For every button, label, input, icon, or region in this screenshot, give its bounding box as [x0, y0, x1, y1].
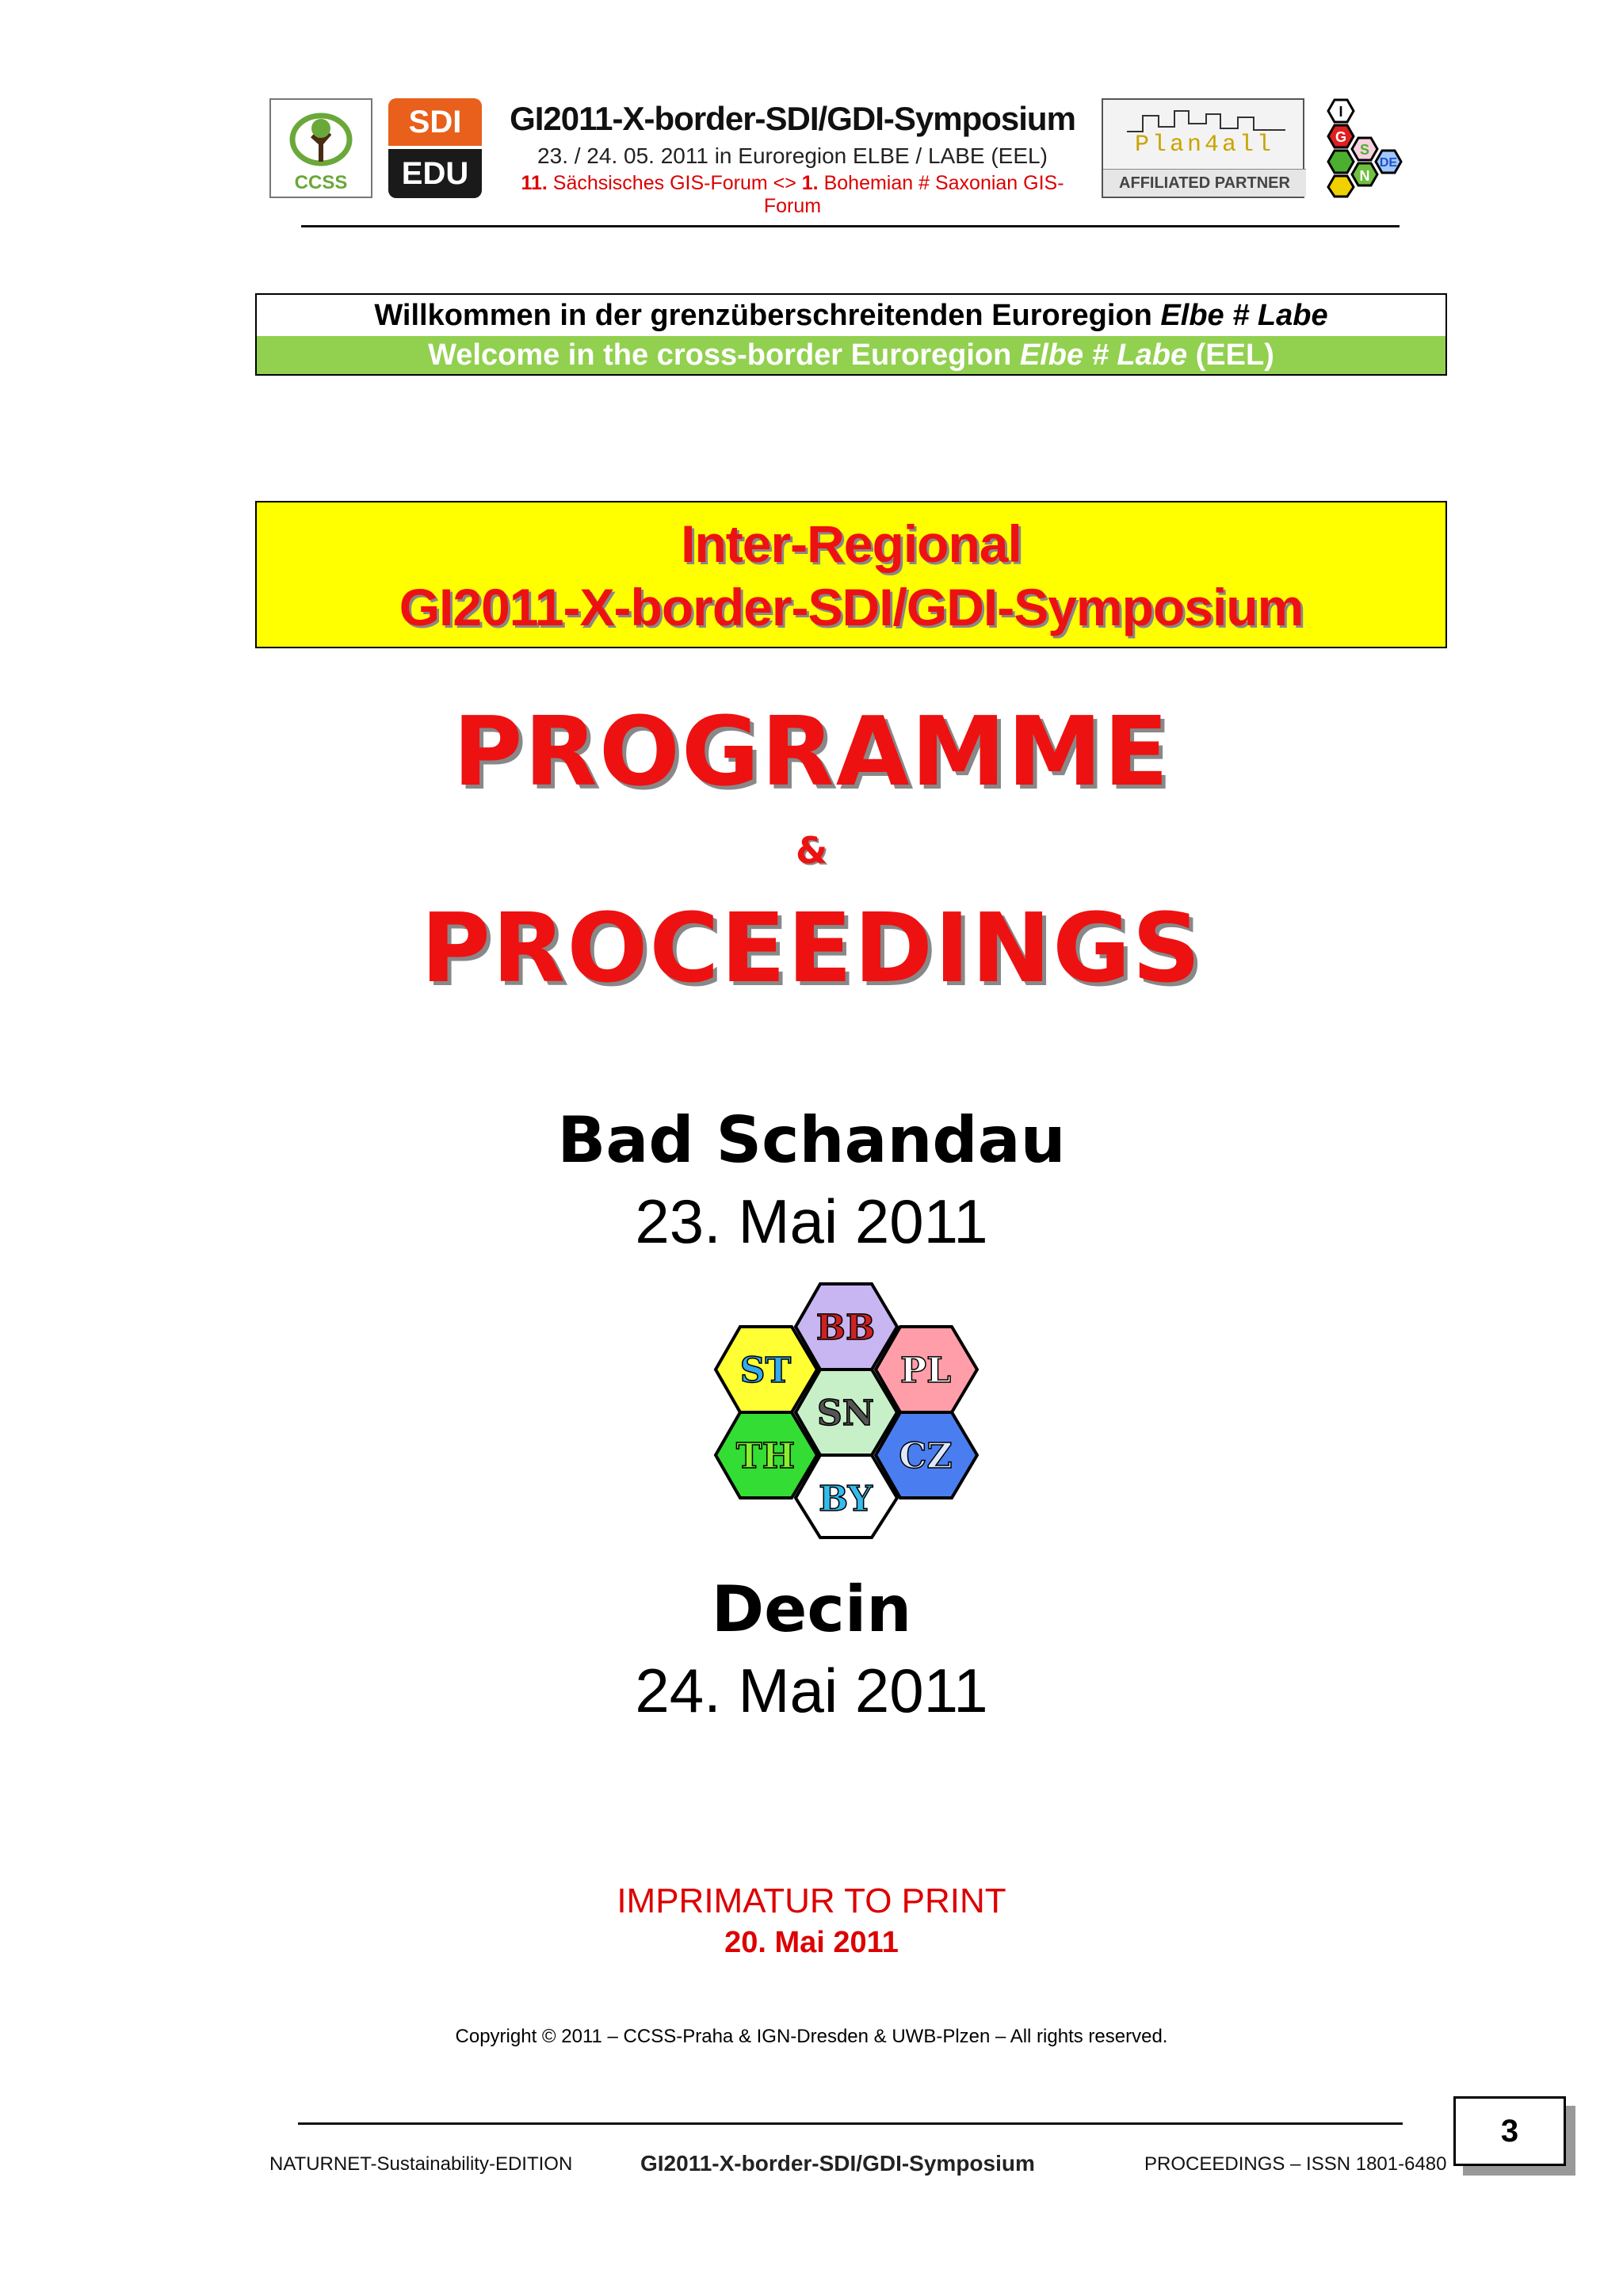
sdi-logo-bottom: EDU: [388, 149, 482, 198]
welcome-german-region: Elbe # Labe: [1160, 299, 1328, 332]
plan4all-text: Plan4all: [1134, 132, 1275, 159]
header-forum-line: [507, 172, 1078, 218]
affiliated-partner-label: AFFILIATED PARTNER: [1103, 169, 1306, 197]
forum-number-2: 1.: [801, 172, 819, 194]
symposium-line-2: GI2011-X-border-SDI/GDI-Symposium: [399, 578, 1304, 636]
ccss-logo: [269, 98, 372, 198]
regions-hexagon-icon: [713, 1279, 983, 1541]
page-number: 3: [1453, 2096, 1566, 2166]
footer-center: GI2011-X-border-SDI/GDI-Symposium: [640, 2151, 1035, 2176]
header-rule: [301, 225, 1400, 227]
header-subtitle: 23. / 24. 05. 2011 in Euroregion ELBE / LABE (EEL): [537, 143, 1048, 168]
forum-number-1: 11.: [521, 172, 548, 194]
day2-place: Decin: [711, 1572, 912, 1646]
imprimatur-date: 20. Mai 2011: [724, 1926, 899, 1959]
ign-logo: [1316, 98, 1419, 198]
plan4all-logo: [1102, 98, 1304, 198]
forum-text-1: Sächsisches GIS-Forum <>: [547, 172, 802, 194]
ign-hexagon-icon: [1316, 98, 1419, 198]
welcome-german: [257, 295, 1445, 336]
region-pl: PL: [899, 1350, 952, 1391]
symposium-box: [255, 501, 1447, 648]
ccss-logo-text: CCSS: [294, 172, 348, 193]
region-th: TH: [735, 1436, 796, 1477]
regions-hexagon-logo: [713, 1279, 983, 1541]
welcome-box: [255, 293, 1447, 376]
symposium-line-1: Inter-Regional: [681, 514, 1022, 573]
programme-heading: PROGRAMME: [453, 697, 1170, 808]
region-bb: BB: [815, 1308, 876, 1348]
imprimatur-label: IMPRIMATUR TO PRINT: [617, 1881, 1006, 1920]
day1-place: Bad Schandau: [557, 1103, 1066, 1177]
welcome-english-region: Elbe # Labe: [1019, 338, 1188, 372]
skyline-icon: [1127, 106, 1285, 135]
day1-date: 23. Mai 2011: [635, 1186, 988, 1256]
day2-date: 24. Mai 2011: [635, 1656, 988, 1725]
welcome-english-text: Welcome in the cross-border Euroregion: [428, 338, 1020, 372]
footer-rule: [298, 2122, 1403, 2125]
region-sn: SN: [817, 1393, 874, 1434]
ign-letter-i: I: [1338, 104, 1343, 120]
footer-right: PROCEEDINGS – ISSN 1801-6480: [1144, 2153, 1447, 2175]
sdi-edu-logo: [388, 98, 482, 198]
region-cz: CZ: [899, 1436, 953, 1477]
ign-letter-n: N: [1359, 168, 1370, 184]
region-st: ST: [739, 1350, 792, 1391]
ccss-tree-icon: [271, 100, 371, 197]
ampersand: &: [795, 829, 828, 872]
welcome-german-text: Willkommen in der grenzüberschreitenden Euroregion: [374, 299, 1161, 332]
ign-letter-de: DE: [1379, 156, 1398, 170]
welcome-english-suffix: (EEL): [1187, 338, 1274, 372]
proceedings-heading: PROCEEDINGS: [421, 894, 1202, 1004]
ign-letter-s: S: [1359, 142, 1370, 158]
copyright-notice: Copyright © 2011 – CCSS-Praha & IGN-Dresden & UWB-Plzen – All rights reserved.: [455, 2026, 1168, 2047]
welcome-english: [257, 336, 1445, 374]
forum-text-2: Bohemian # Saxonian GIS-Forum: [763, 172, 1064, 217]
footer-left: NATURNET-Sustainability-EDITION: [269, 2153, 573, 2175]
header-title: GI2011-X-border-SDI/GDI-Symposium: [510, 100, 1075, 137]
ign-letter-g: G: [1335, 129, 1347, 145]
sdi-logo-top: SDI: [388, 98, 482, 146]
region-by: BY: [819, 1479, 873, 1519]
